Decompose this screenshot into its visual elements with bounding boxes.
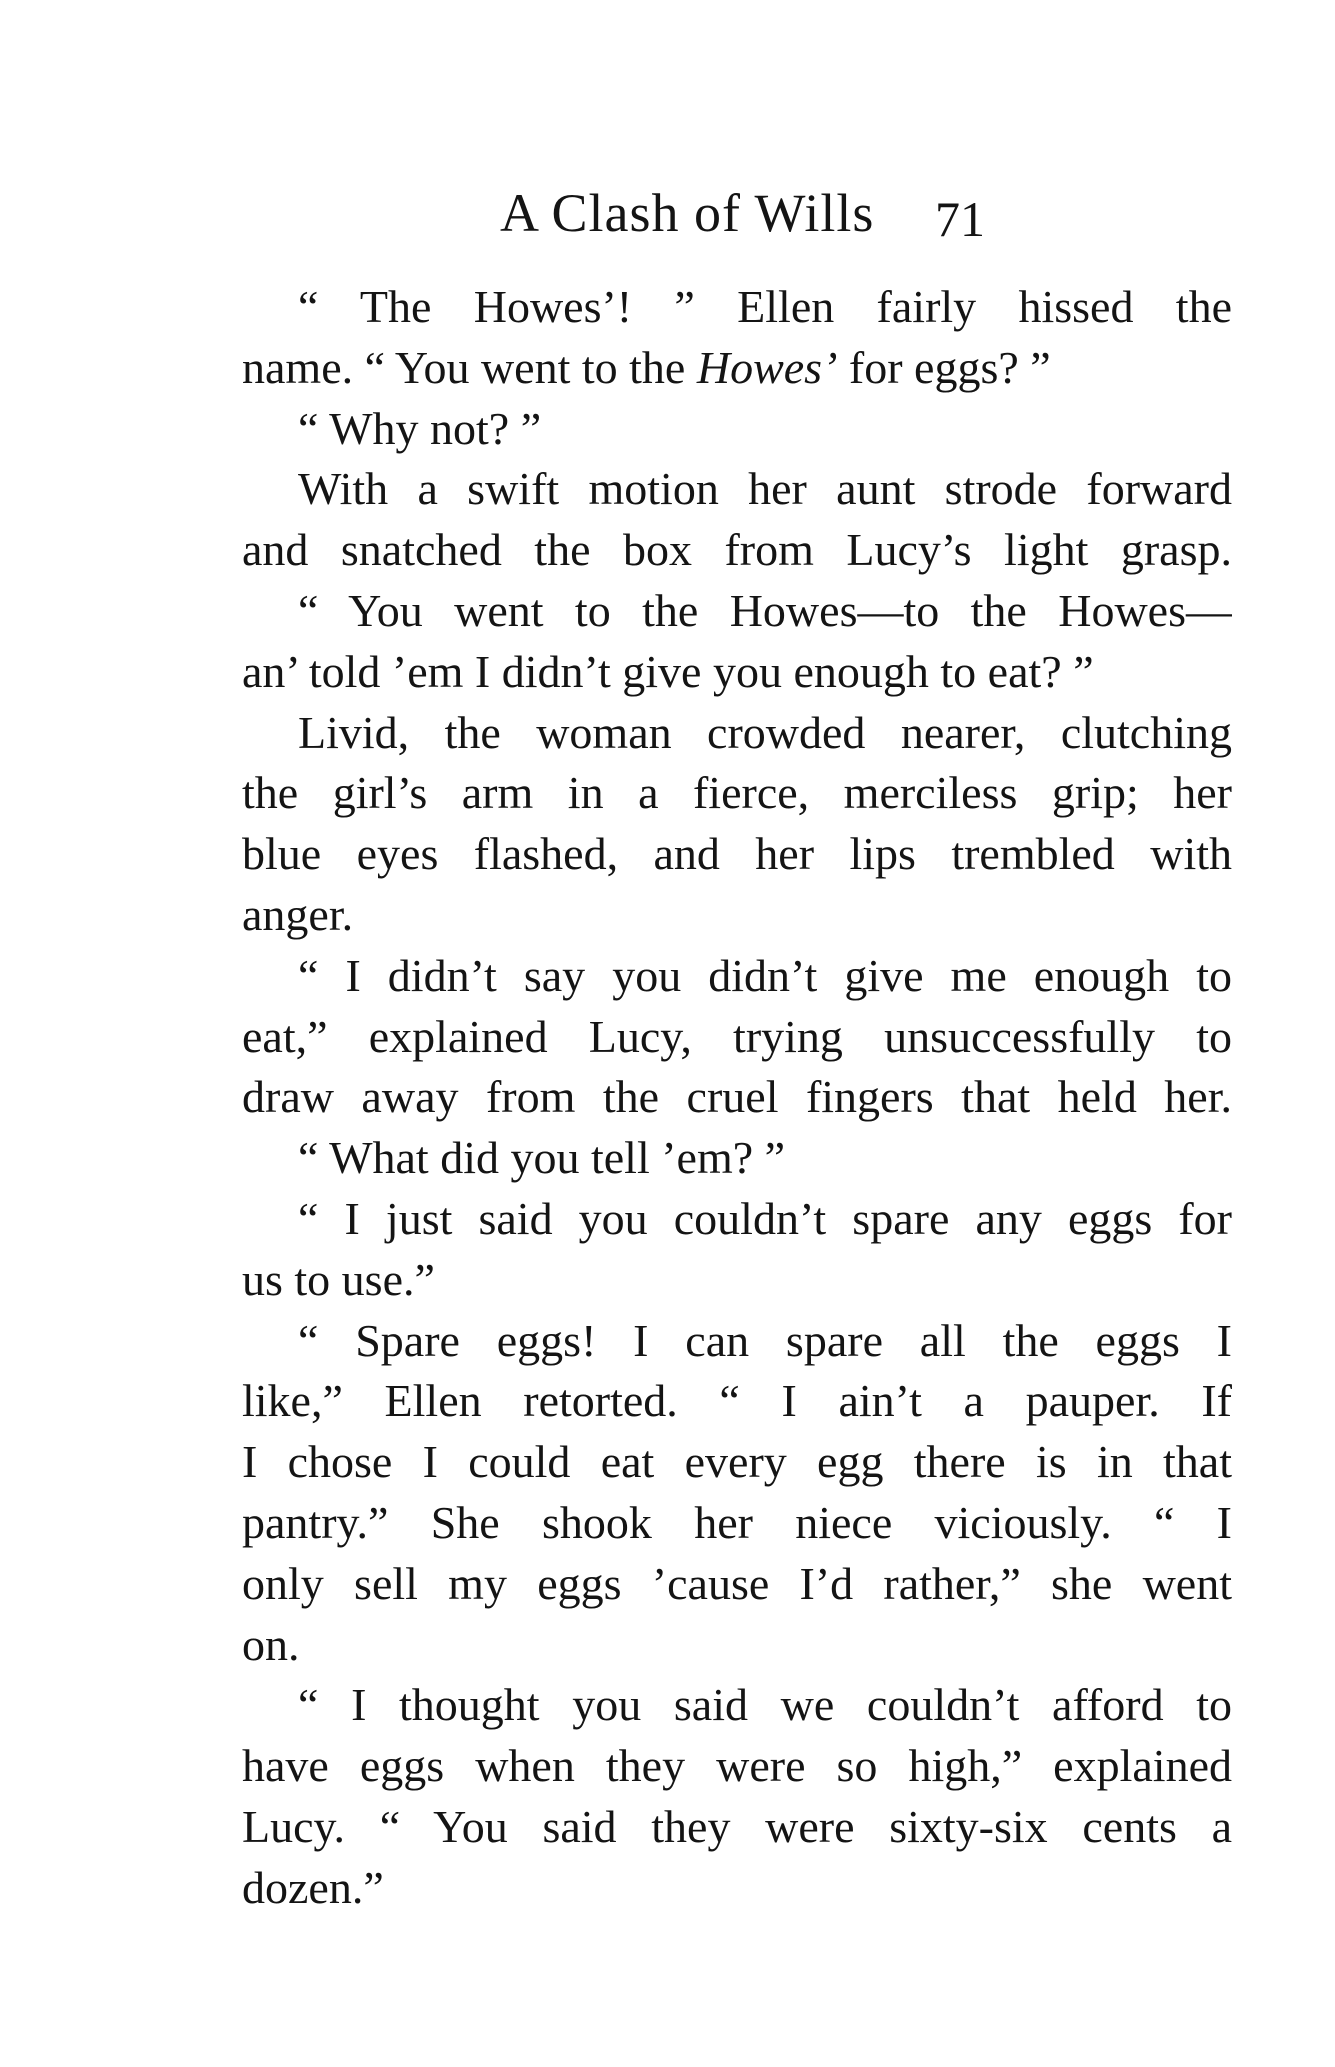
text-line (242, 1250, 1232, 1311)
text-line (242, 703, 1232, 764)
text-line-content: and snatched the box from Lucy’s light grasp. (242, 524, 1232, 576)
text-line-content: dozen.” (242, 1861, 384, 1913)
text-line (242, 1128, 1232, 1189)
text-line (242, 1311, 1232, 1372)
text-line-content: pantry.” She shook her niece viciously. “ I (242, 1496, 1232, 1548)
text-line-content: the girl’s arm in a fierce, merciless grip; her (242, 767, 1232, 819)
text-line-content: have eggs when they were so high,” explained (242, 1740, 1232, 1792)
text-line (242, 1493, 1232, 1554)
text-line (242, 1067, 1232, 1128)
italic-text: Howes’ (696, 341, 838, 393)
text-line-content: Livid, the woman crowded nearer, clutching (298, 706, 1232, 758)
text-line-content: anger. (242, 888, 354, 940)
text-line (242, 459, 1232, 520)
text-line (242, 520, 1232, 581)
text-line (242, 824, 1232, 885)
page-number: 71 (935, 191, 985, 247)
text-line (242, 1189, 1232, 1250)
text-line-continuation: for eggs? ” (837, 341, 1051, 393)
text-line-content: “ I thought you said we couldn’t afford to (298, 1679, 1232, 1731)
text-line (242, 1615, 1232, 1676)
body-text (242, 277, 1232, 1919)
text-line (242, 946, 1232, 1007)
text-line (242, 1797, 1232, 1858)
text-line-content: like,” Ellen retorted. “ I ain’t a pauper. If (242, 1375, 1232, 1427)
text-line-content: “ Spare eggs! I can spare all the eggs I (298, 1314, 1232, 1366)
text-line (242, 1007, 1232, 1068)
text-line (242, 277, 1232, 338)
text-line-content: an’ told ’em I didn’t give you enough to eat? ” (242, 645, 1094, 697)
text-line-content: only sell my eggs ’cause I’d rather,” she went (242, 1557, 1232, 1609)
text-line-content: “ I didn’t say you didn’t give me enough to (298, 949, 1232, 1001)
text-line (242, 1858, 1232, 1919)
text-line (242, 1554, 1232, 1615)
text-line (242, 338, 1232, 399)
text-line-content: “ You went to the Howes—to the Howes— (298, 584, 1232, 636)
text-line-content: “ Why not? ” (298, 402, 542, 454)
text-line-content: name. “ You went to the (242, 341, 697, 393)
text-line (242, 885, 1232, 946)
text-line-content: us to use.” (242, 1253, 435, 1305)
text-line-content: “ The Howes’! ” Ellen fairly hissed the (298, 281, 1232, 332)
running-head (0, 178, 1335, 248)
text-line (242, 642, 1232, 703)
text-line-content: I chose I could eat every egg there is in that (242, 1436, 1232, 1488)
text-line (242, 1371, 1232, 1432)
text-line-content: on. (242, 1618, 300, 1670)
text-line-content: “ I just said you couldn’t spare any eggs for (298, 1192, 1232, 1244)
text-line-content: Lucy. “ You said they were sixty-six cents a (242, 1800, 1232, 1852)
text-line (242, 763, 1232, 824)
text-line-content: “ What did you tell ’em? ” (298, 1132, 786, 1184)
text-line-content: With a swift motion her aunt strode forward (298, 463, 1232, 515)
text-line-content: eat,” explained Lucy, trying unsuccessfully to (242, 1010, 1232, 1062)
text-line-content: draw away from the cruel fingers that held her. (242, 1071, 1232, 1123)
text-line (242, 581, 1232, 642)
text-line (242, 399, 1232, 460)
text-line (242, 1675, 1232, 1736)
text-line (242, 1736, 1232, 1797)
text-line (242, 1432, 1232, 1493)
text-line-content: blue eyes flashed, and her lips trembled with (242, 828, 1232, 880)
running-title: A Clash of Wills (500, 183, 875, 243)
